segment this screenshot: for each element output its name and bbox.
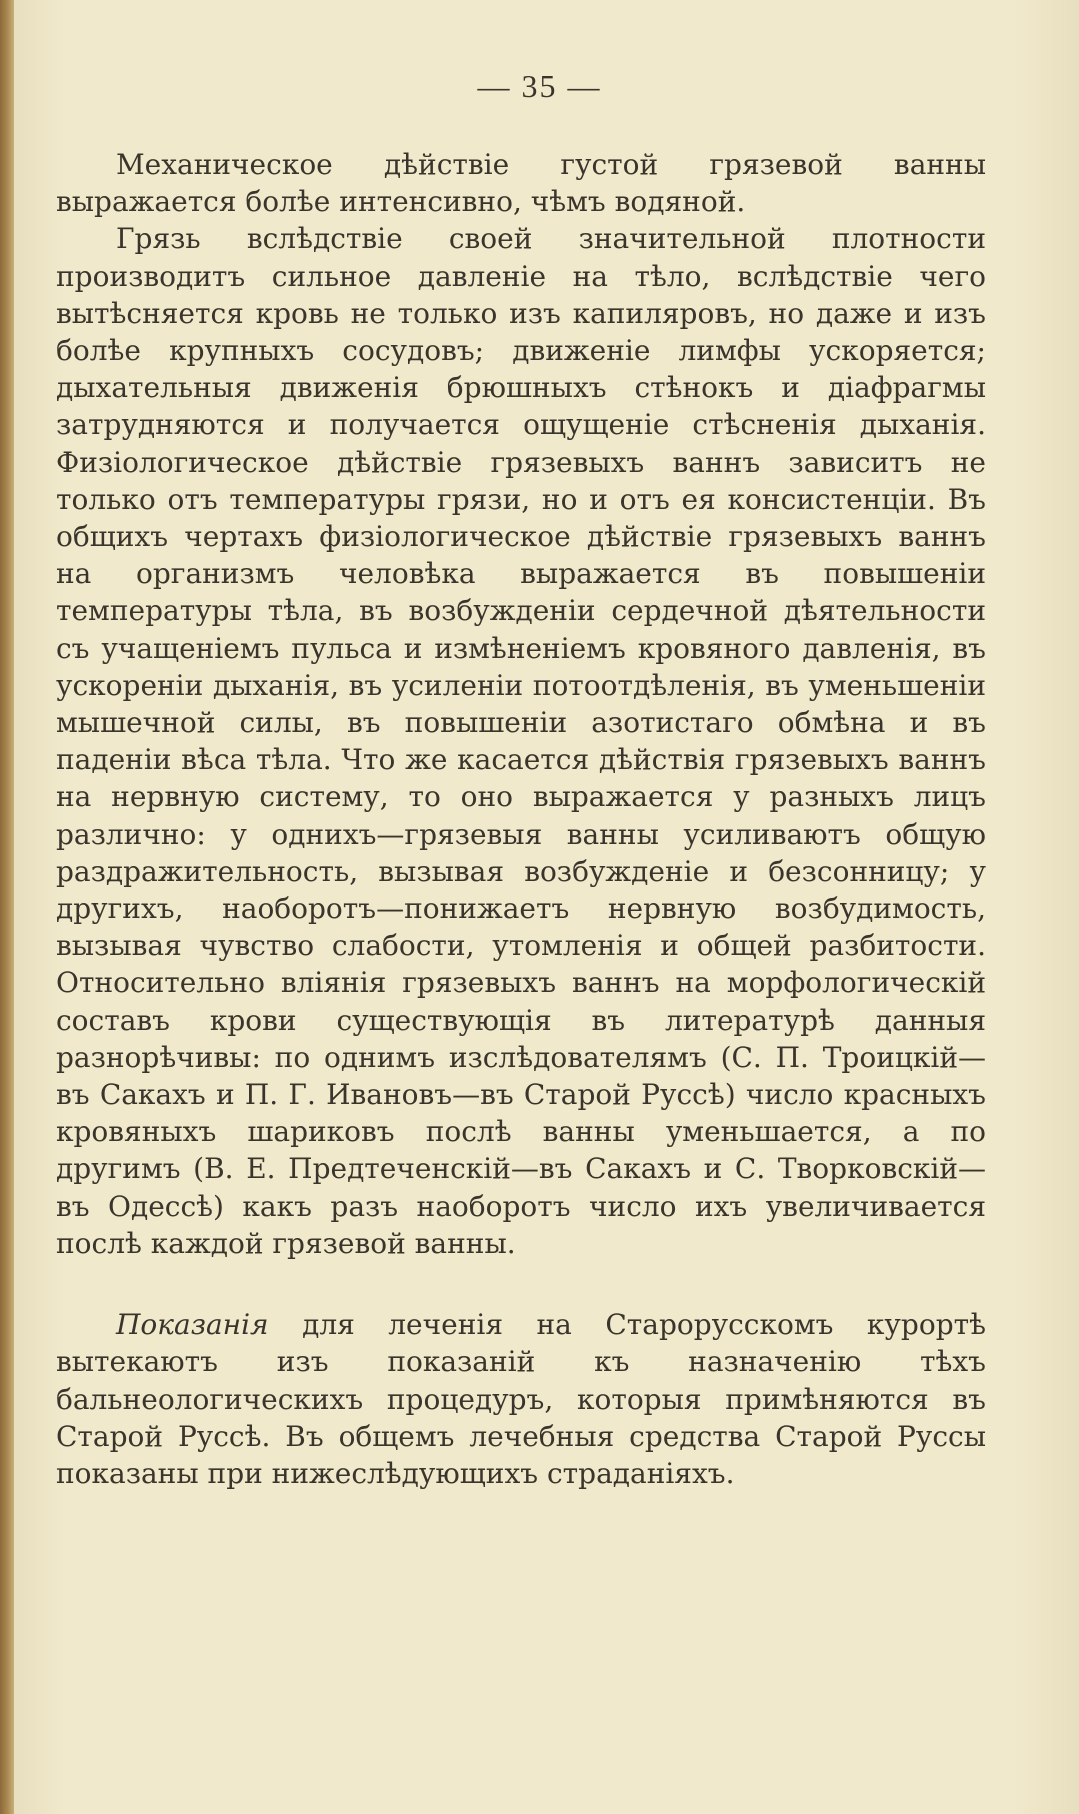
indications-lead-word: Показанія — [116, 1308, 269, 1342]
paragraph-physiological-action: Грязь вслѣдствіе своей значительной плотности производитъ сильное давленіе на тѣло, вслѣдствіе чего вытѣсняется кровь не только изъ капиляровъ, но даже и изъ болѣе крупныхъ сосудовъ; движеніе лимфы ускоряется; дыхательныя движенія брюшныхъ стѣнокъ и діафрагмы затрудняются и получается ощущеніе стѣсненія дыханія. Физіологическое дѣйствіе грязевыхъ ваннъ зависитъ не только отъ температуры грязи, но и отъ ея консистенціи. Въ общихъ чертахъ физіологическое дѣйствіе грязевыхъ ваннъ на организмъ человѣка выражается въ повышеніи температуры тѣла, въ возбужденіи сердечной дѣятельности съ учащеніемъ пульса и измѣненіемъ кровяного давленія, въ ускореніи дыханія, въ усиленіи потоотдѣленія, въ уменьшеніи мышечной силы, въ повышеніи азотистаго обмѣна и въ паденіи вѣса тѣла. Что же касается дѣйствія грязевыхъ ваннъ на нервную систему, то оно выражается у разныхъ лицъ различно: у однихъ—грязевыя ванны усиливаютъ общую раздражительность, вызывая возбужденіе и безсонницу; у другихъ, наоборотъ—понижаетъ нервную возбудимость, вызывая чувство слабости, утомленія и общей разбитости. Относительно вліянія грязевыхъ ваннъ на морфологическій составъ крови существующія въ литературѣ данныя разнорѣчивы: по однимъ изслѣдователямъ (С. П. Троицкій—въ Сакахъ и П. Г. Ивановъ—въ Старой Руссѣ) число красныхъ кровяныхъ шариковъ послѣ ванны уменьшается, а по другимъ (В. Е. Предтеченскій—въ Сакахъ и С. Творковскій—въ Одессѣ) какъ разъ наоборотъ число ихъ увеличивается послѣ каждой грязевой ванны. — [56, 222, 986, 1260]
page-number: — 35 — — [477, 68, 602, 104]
indications-text: для леченія на Старорусскомъ курортѣ вытекаютъ изъ показаній къ назначенію тѣхъ бальнеологическихъ процедуръ, которыя примѣняются въ Старой Руссѣ. Въ общемъ лечебныя средства Старой Руссы показаны при нижеслѣдующихъ страданіяхъ. — [56, 1308, 986, 1490]
page-binding-edge — [0, 0, 14, 1814]
paragraph-mechanical-action: Механическое дѣйствіе густой грязевой ванны выражается болѣе интенсивно, чѣмъ водяной. — [56, 148, 986, 219]
page-body-text — [56, 146, 986, 1492]
paragraph-indications — [56, 1306, 986, 1492]
